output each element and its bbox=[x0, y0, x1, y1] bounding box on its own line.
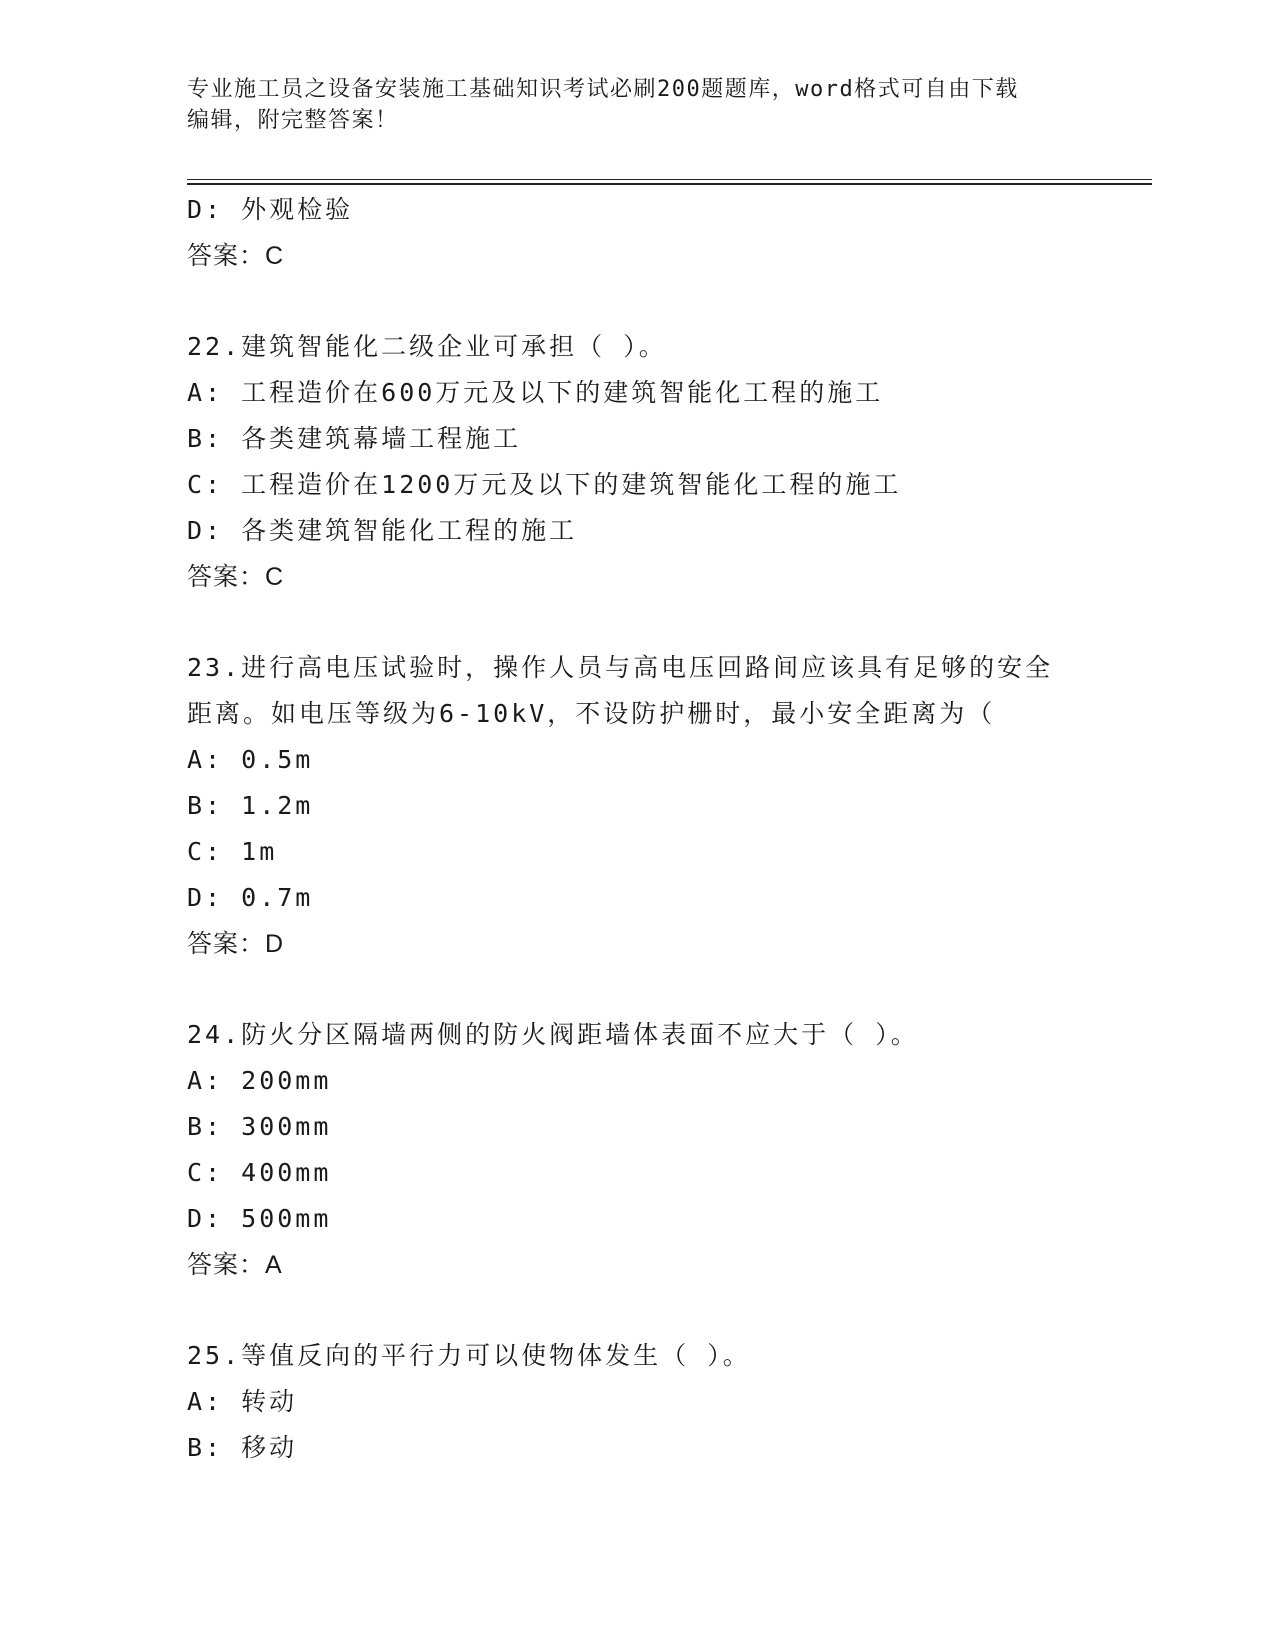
question-stem-line-2: 距离。如电压等级为6-10kV，不设防护栅时，最小安全距离为（ bbox=[187, 699, 996, 728]
header-divider-thick bbox=[187, 183, 1152, 185]
option-d: D: 500mm bbox=[187, 1204, 332, 1233]
option-d: D: 外观检验 bbox=[187, 195, 354, 224]
answer-line: 答案：A bbox=[187, 1251, 283, 1279]
header-title-line-2: 编辑，附完整答案！ bbox=[187, 108, 399, 133]
question-25 bbox=[187, 1333, 1127, 1471]
question-24 bbox=[187, 1012, 1127, 1288]
answer-line: 答案：D bbox=[187, 930, 285, 958]
option-a: A: 转动 bbox=[187, 1387, 298, 1416]
option-a: A: 200mm bbox=[187, 1066, 332, 1095]
option-b: B: 移动 bbox=[187, 1433, 298, 1462]
spacer bbox=[187, 967, 1127, 1012]
option-a: A: 0.5m bbox=[187, 745, 314, 774]
spacer bbox=[187, 279, 1127, 324]
option-a: A: 工程造价在600万元及以下的建筑智能化工程的施工 bbox=[187, 378, 884, 407]
question-23 bbox=[187, 645, 1127, 967]
question-stem: 22.建筑智能化二级企业可承担（ ）。 bbox=[187, 332, 667, 361]
option-d: D: 0.7m bbox=[187, 883, 314, 912]
question-stem-line-1: 23.进行高电压试验时，操作人员与高电压回路间应该具有足够的安全 bbox=[187, 653, 1054, 682]
answer-line: 答案：C bbox=[187, 242, 285, 270]
header-title-line-1: 专业施工员之设备安装施工基础知识考试必刷200题题库，word格式可自由下载 bbox=[187, 77, 1019, 102]
option-d: D: 各类建筑智能化工程的施工 bbox=[187, 516, 578, 545]
option-c: C: 工程造价在1200万元及以下的建筑智能化工程的施工 bbox=[187, 470, 902, 499]
option-b: B: 各类建筑幕墙工程施工 bbox=[187, 424, 522, 453]
option-b: B: 1.2m bbox=[187, 791, 314, 820]
header-divider-thin bbox=[187, 179, 1152, 180]
spacer bbox=[187, 1288, 1127, 1333]
question-stem: 25.等值反向的平行力可以使物体发生（ ）。 bbox=[187, 1341, 751, 1370]
question-21-tail bbox=[187, 187, 1127, 279]
answer-line: 答案：C bbox=[187, 563, 285, 591]
question-22 bbox=[187, 324, 1127, 600]
option-b: B: 300mm bbox=[187, 1112, 332, 1141]
option-c: C: 1m bbox=[187, 837, 278, 866]
spacer bbox=[187, 600, 1127, 645]
option-c: C: 400mm bbox=[187, 1158, 332, 1187]
document-header bbox=[187, 74, 1087, 136]
question-list bbox=[187, 187, 1127, 1471]
question-stem: 24.防火分区隔墙两侧的防火阀距墙体表面不应大于（ ）。 bbox=[187, 1020, 919, 1049]
